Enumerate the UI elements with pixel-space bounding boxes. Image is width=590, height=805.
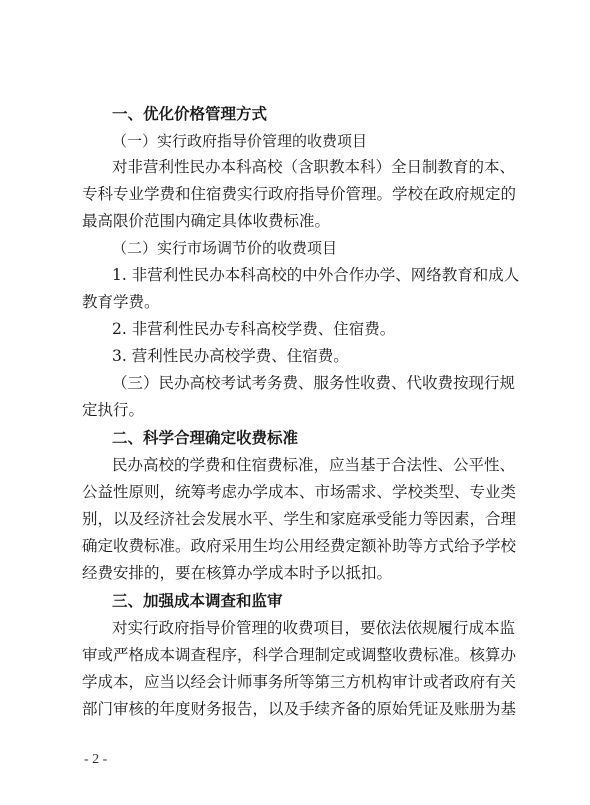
paragraph-line: 对实行政府指导价管理的收费项目，要依法依规履行成本监	[112, 619, 516, 637]
paragraph-line: 对非营利性民办本科高校（含职教本科）全日制教育的本、	[112, 158, 516, 176]
paragraph-line: 专科专业学费和住宿费实行政府指导价管理。学校在政府规定的	[82, 185, 517, 203]
paragraph-line: 定执行。	[82, 401, 145, 419]
subsection-heading-1: （一）实行政府指导价管理的收费项目	[112, 132, 368, 150]
paragraph-line: 3. 营利性民办高校学费、住宿费。	[112, 347, 349, 365]
paragraph-line: 最高限价范围内确定具体收费标准。	[82, 212, 331, 230]
page-number: - 2 -	[84, 752, 108, 767]
paragraph-line: 经费安排的，要在核算办学成本时予以抵扣。	[82, 564, 393, 582]
paragraph-line: 审或严格成本调查程序，科学合理制定或调整收费标准。核算办	[82, 646, 517, 664]
paragraph-line: 2. 非营利性民办专科高校学费、住宿费。	[112, 320, 396, 338]
subsection-heading-2: （二）实行市场调节价的收费项目	[112, 239, 338, 257]
paragraph-line: 教育学费。	[82, 293, 160, 311]
paragraph-line: 民办高校的学费和住宿费标准，应当基于合法性、公平性、	[112, 456, 516, 474]
paragraph-line: 公益性原则，统筹考虑办学成本、市场需求、学校类型、专业类	[82, 483, 517, 501]
paragraph-line: 学成本，应当以经会计师事务所等第三方机构审计或者政府有关	[82, 673, 517, 691]
paragraph-line: 别，以及经济社会发展水平、学生和家庭承受能力等因素，合理	[82, 510, 517, 528]
section-heading-2: 二、科学合理确定收费标准	[112, 429, 299, 447]
section-heading-1: 一、优化价格管理方式	[112, 105, 268, 123]
paragraph-line: 1. 非营利性民办本科高校的中外合作办学、网络教育和成人	[112, 266, 520, 284]
paragraph-line: （三）民办高校考试考务费、服务性收费、代收费按现行规	[112, 374, 516, 392]
paragraph-line: 部门审核的年度财务报告，以及手续齐备的原始凭证及账册为基	[82, 700, 517, 718]
section-heading-3: 三、加强成本调查和监审	[112, 592, 283, 610]
paragraph-line: 确定收费标准。政府采用生均公用经费定额补助等方式给予学校	[82, 537, 517, 555]
